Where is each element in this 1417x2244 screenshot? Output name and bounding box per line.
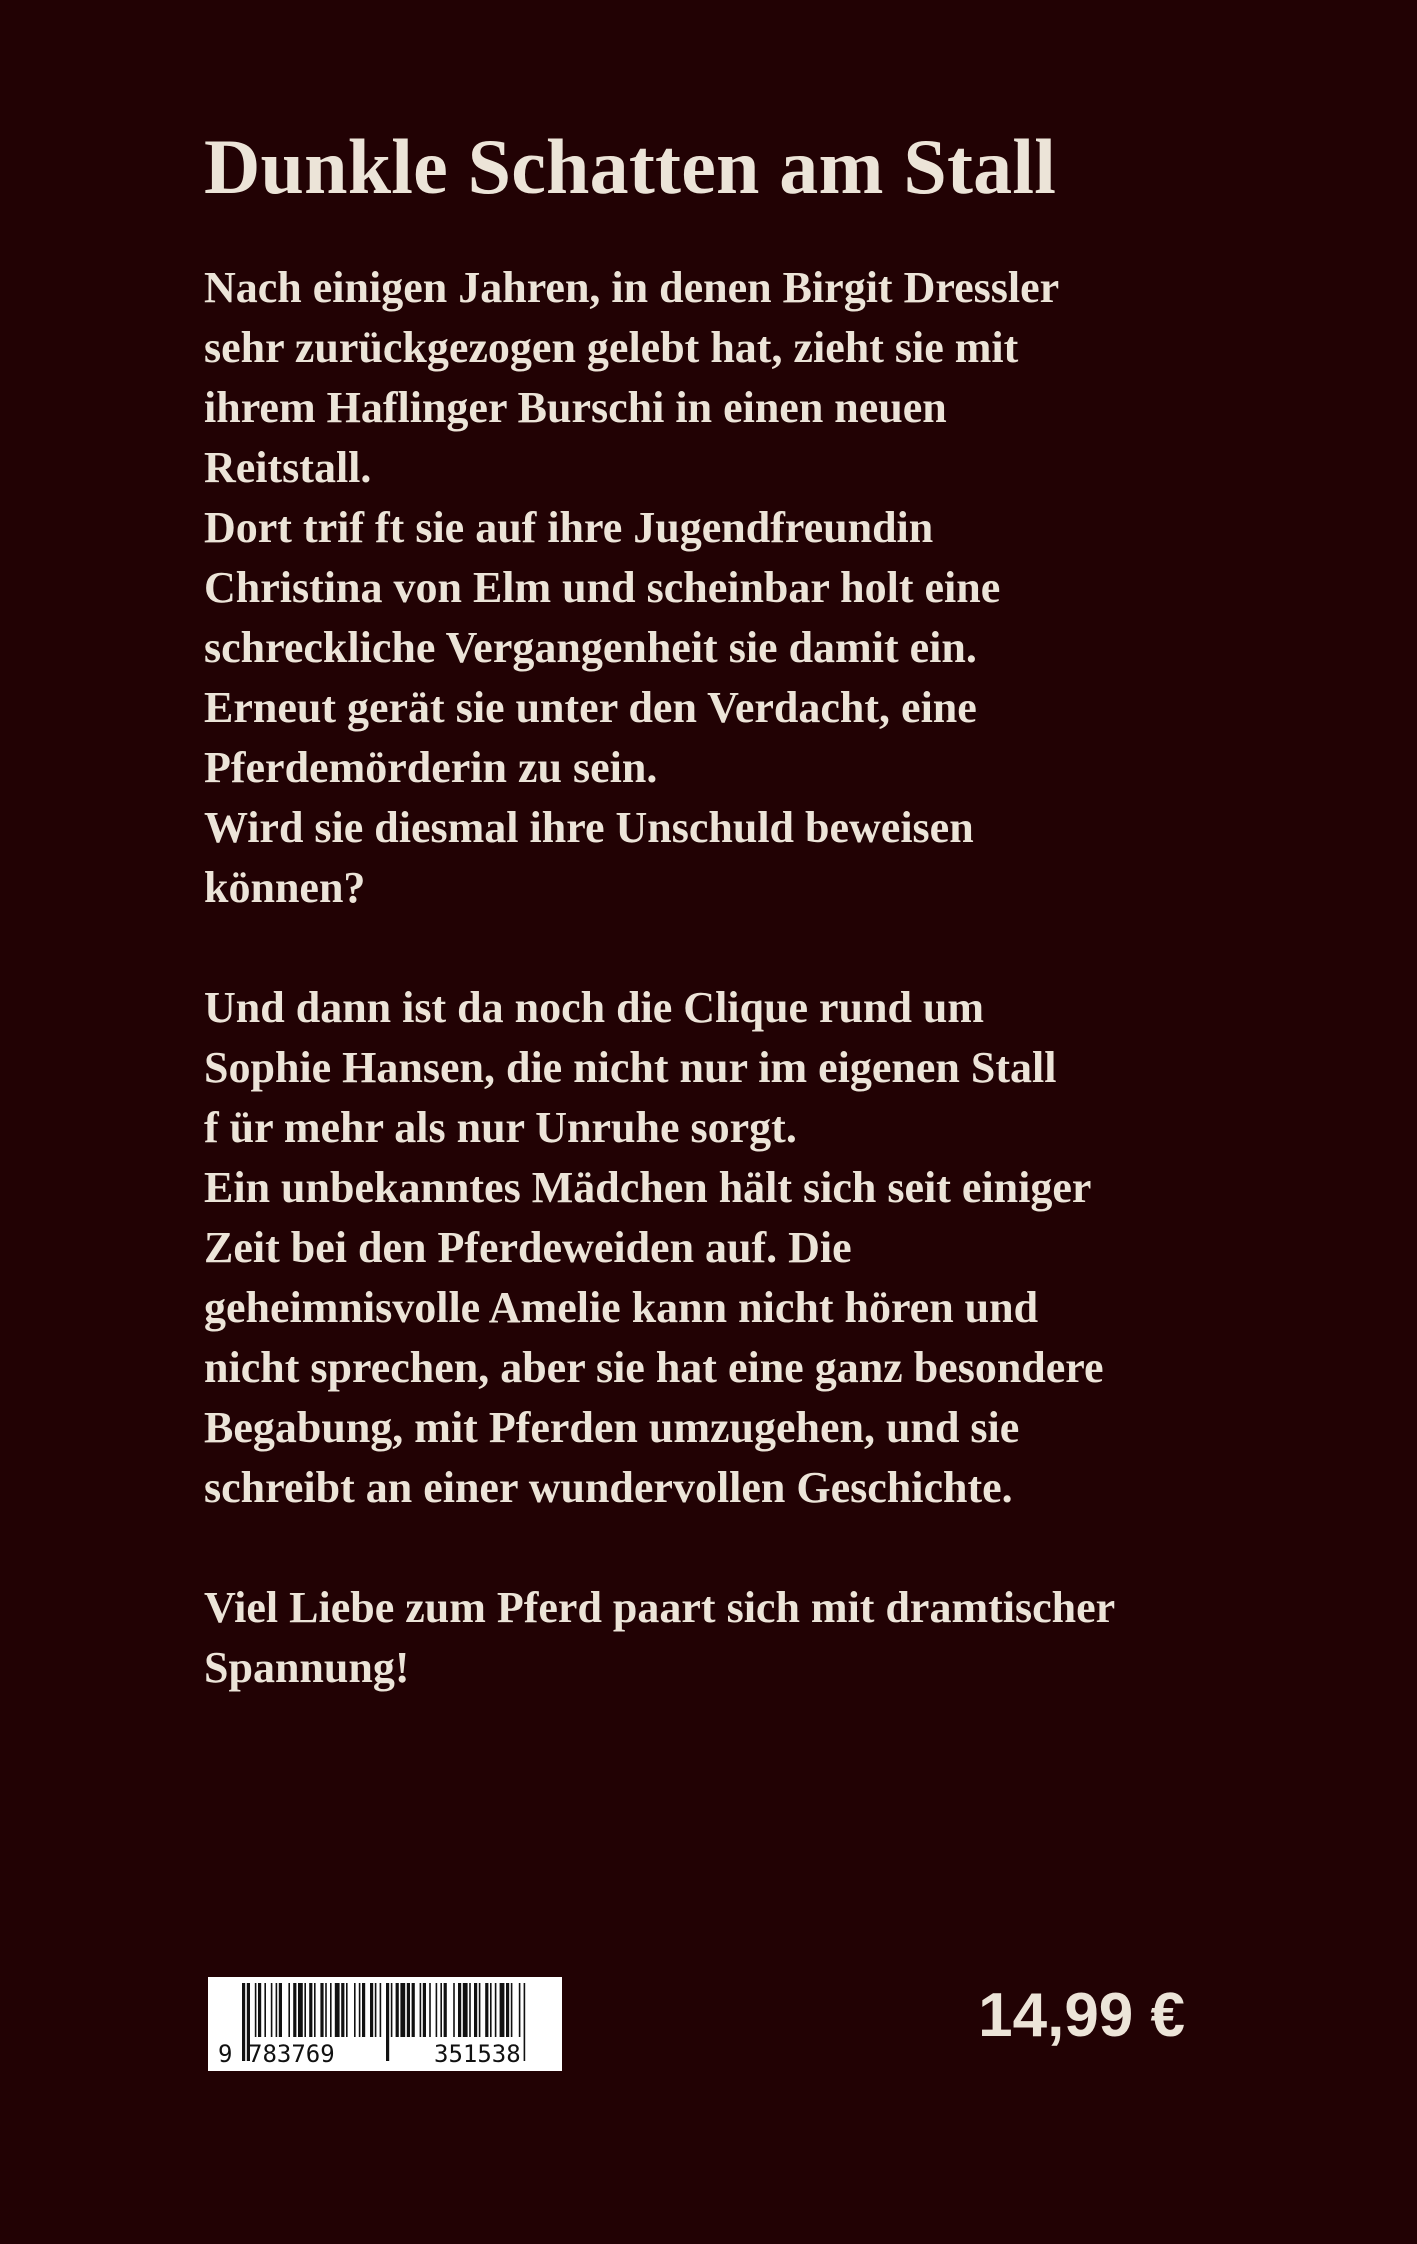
blurb-line: Pferdemörderin zu sein. [204,743,658,792]
barcode-bar [335,1983,340,2037]
barcode-bar [271,1983,273,2037]
barcode-bar [429,1983,431,2037]
barcode-bar [396,1983,399,2037]
blurb-line: Erneut gerät sie unter den Verdacht, eine [204,683,977,732]
blurb-line: sehr zurückgezogen gelebt hat, zieht sie mit [204,323,1019,372]
isbn-barcode [208,1977,562,2071]
barcode-bar [264,1983,266,2037]
barcode-bar [293,1983,296,2037]
blurb-line: schreibt an einer wundervollen Geschichte. [204,1463,1013,1512]
barcode-bar [346,1983,348,2037]
isbn-digits-right: 351538 [434,2040,521,2068]
barcode-bar [500,1983,505,2037]
barcode-bar [304,1983,306,2037]
blurb-line: Begabung, mit Pferden umzugehen, und sie [204,1403,1020,1452]
barcode-bar [380,1983,382,2037]
blurb-line: Dort trif ft sie auf ihre Jugendfreundin [204,503,934,552]
barcode-bar [359,1983,361,2037]
barcode-bar [370,1983,373,2037]
isbn-digits [208,2041,562,2067]
barcode-bar [444,1983,447,2037]
barcode-bar [511,1983,513,2037]
barcode-bar [400,1983,405,2037]
isbn-digit-first: 9 [218,2040,233,2068]
blurb-text [204,258,1244,1758]
barcode-bar [519,1983,521,2037]
barcode-bar [375,1983,377,2037]
barcode-bar [453,1983,455,2037]
blurb-line: schreckliche Vergangenheit sie damit ein. [204,623,977,672]
barcode-bar [258,1983,261,2037]
barcode-bar [479,1983,481,2037]
blurb-line: Reitstall. [204,443,372,492]
barcode-bar [255,1983,257,2037]
blurb-line: Viel Liebe zum Pferd paart sich mit dramtischer [204,1583,1116,1632]
blurb-line: Wird sie diesmal ihre Unschuld beweisen [204,803,974,852]
barcode-bar [458,1983,461,2037]
barcode-bar [276,1983,278,2037]
blurb-line: Spannung! [204,1643,410,1692]
book-title: Dunkle Schatten am Stall [204,123,1057,210]
barcode-bar [309,1983,312,2037]
barcode-bar [485,1983,488,2037]
barcode-bar [407,1983,410,2037]
blurb-line: ihrem Haflinger Burschi in einen neuen [204,383,947,432]
barcode-bar [490,1983,492,2037]
barcode-bar [506,1983,509,2037]
blurb-paragraph [204,1578,1244,1698]
blurb-paragraph [204,258,1244,918]
barcode-bar [391,1983,393,2037]
barcode-bar [436,1983,438,2037]
barcode-bar [469,1983,471,2037]
barcode-bar [288,1983,290,2037]
blurb-line: Nach einigen Jahren, in denen Birgit Dressler [204,263,1060,312]
barcode-bar [423,1983,426,2037]
blurb-line: geheimnisvolle Amelie kann nicht hören und [204,1283,1039,1332]
barcode-bar [341,1983,344,2037]
barcode-bar [362,1983,365,2037]
barcode-bar [474,1983,477,2037]
barcode-bar [298,1983,303,2037]
barcode-bar [279,1983,282,2037]
isbn-digits-left: 783769 [248,2040,335,2068]
barcode-bar [320,1983,323,2037]
blurb-line: nicht sprechen, aber sie hat eine ganz besondere [204,1343,1104,1392]
blurb-line: f ür mehr als nur Unruhe sorgt. [204,1103,797,1152]
blurb-line: können? [204,863,366,912]
blurb-line: Christina von Elm und scheinbar holt eine [204,563,1001,612]
blurb-paragraph [204,978,1244,1518]
blurb-line: Sophie Hansen, die nicht nur im eigenen Stall [204,1043,1057,1092]
barcode-bar [354,1983,356,2037]
barcode-bar [440,1983,442,2037]
barcode-bar [463,1983,468,2037]
blurb-line: Zeit bei den Pferdeweiden auf. Die [204,1223,852,1272]
blurb-line: Und dann ist da noch die Clique rund um [204,983,985,1032]
barcode-bar [420,1983,422,2037]
barcode-bar [325,1983,327,2037]
barcode-bar [314,1983,316,2037]
barcode-bar [412,1983,415,2037]
blurb-line: Ein unbekanntes Mädchen hält sich seit einiger [204,1163,1092,1212]
barcode-bar [330,1983,332,2037]
price-label: 14,99 € [978,1981,1185,2050]
barcode-bar [495,1983,497,2037]
